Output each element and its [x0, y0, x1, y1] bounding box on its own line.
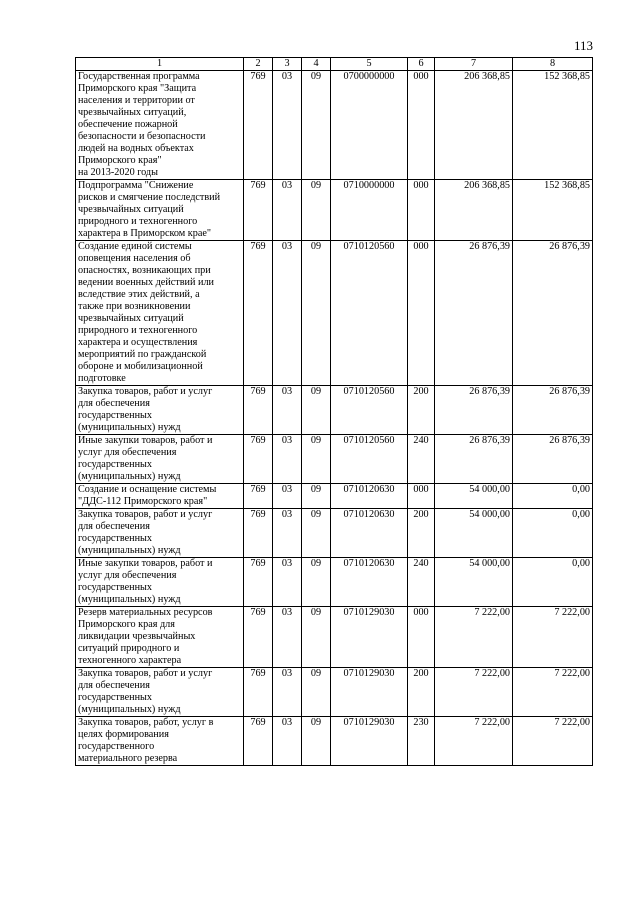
row-name-cell: Иные закупки товаров, работ и услуг для обеспечения государственных (муниципальных) нужд [76, 558, 244, 607]
code-cell-2: 769 [244, 71, 273, 180]
amount-cell-7: 7 222,00 [435, 717, 513, 766]
amount-cell-7: 26 876,39 [435, 241, 513, 386]
amount-cell-8: 26 876,39 [513, 435, 593, 484]
code-cell-5: 0710120630 [331, 484, 408, 509]
amount-cell-7: 26 876,39 [435, 386, 513, 435]
code-cell-3: 03 [273, 386, 302, 435]
amount-cell-8: 7 222,00 [513, 717, 593, 766]
code-cell-6: 000 [408, 241, 435, 386]
row-name-cell: Резерв материальных ресурсов Приморского края для ликвидации чрезвычайных ситуаций природного и техногенного характера [76, 607, 244, 668]
table-row [76, 717, 593, 766]
code-cell-4: 09 [302, 180, 331, 241]
code-cell-3: 03 [273, 71, 302, 180]
column-header: 1 [76, 58, 244, 71]
code-cell-2: 769 [244, 484, 273, 509]
code-cell-2: 769 [244, 386, 273, 435]
code-cell-3: 03 [273, 241, 302, 386]
code-cell-3: 03 [273, 607, 302, 668]
table-row [76, 558, 593, 607]
table-row [76, 180, 593, 241]
code-cell-2: 769 [244, 180, 273, 241]
amount-cell-7: 26 876,39 [435, 435, 513, 484]
amount-cell-8: 0,00 [513, 484, 593, 509]
code-cell-5: 0710129030 [331, 668, 408, 717]
column-header: 5 [331, 58, 408, 71]
code-cell-5: 0700000000 [331, 71, 408, 180]
budget-table [75, 57, 593, 766]
code-cell-3: 03 [273, 435, 302, 484]
amount-cell-8: 26 876,39 [513, 386, 593, 435]
table-row [76, 241, 593, 386]
table-row [76, 71, 593, 180]
row-name-cell: Закупка товаров, работ и услуг для обеспечения государственных (муниципальных) нужд [76, 386, 244, 435]
column-header: 3 [273, 58, 302, 71]
row-name-cell: Государственная программа Приморского края "Защита населения и территории от чрезвычайных ситуаций, обеспечение пожарной безопасности и безопасности людей на водных объектах Приморского края" на 2013-2020 годы [76, 71, 244, 180]
amount-cell-8: 152 368,85 [513, 180, 593, 241]
amount-cell-8: 0,00 [513, 558, 593, 607]
code-cell-3: 03 [273, 717, 302, 766]
amount-cell-7: 206 368,85 [435, 71, 513, 180]
code-cell-5: 0710120560 [331, 386, 408, 435]
code-cell-6: 230 [408, 717, 435, 766]
amount-cell-7: 7 222,00 [435, 668, 513, 717]
amount-cell-8: 0,00 [513, 509, 593, 558]
column-header: 4 [302, 58, 331, 71]
code-cell-6: 240 [408, 435, 435, 484]
row-name-cell: Иные закупки товаров, работ и услуг для обеспечения государственных (муниципальных) нужд [76, 435, 244, 484]
code-cell-6: 000 [408, 71, 435, 180]
row-name-cell: Создание единой системы оповещения населения об опасностях, возникающих при ведении военных действий или вследствие этих действий, а также при возникновении чрезвычайных ситуаций природного и техногенного характера и осуществления мероприятий по гражданской обороне и мобилизационной подготовке [76, 241, 244, 386]
code-cell-6: 000 [408, 607, 435, 668]
amount-cell-7: 7 222,00 [435, 607, 513, 668]
code-cell-6: 000 [408, 180, 435, 241]
code-cell-3: 03 [273, 180, 302, 241]
amount-cell-7: 54 000,00 [435, 558, 513, 607]
code-cell-2: 769 [244, 717, 273, 766]
code-cell-4: 09 [302, 717, 331, 766]
amount-cell-7: 206 368,85 [435, 180, 513, 241]
code-cell-6: 000 [408, 484, 435, 509]
table-row [76, 484, 593, 509]
row-name-cell: Создание и оснащение системы "ДДС-112 Приморского края" [76, 484, 244, 509]
amount-cell-7: 54 000,00 [435, 484, 513, 509]
code-cell-5: 0710120630 [331, 509, 408, 558]
code-cell-3: 03 [273, 509, 302, 558]
code-cell-2: 769 [244, 241, 273, 386]
row-name-cell: Закупка товаров, работ и услуг для обеспечения государственных (муниципальных) нужд [76, 668, 244, 717]
code-cell-3: 03 [273, 558, 302, 607]
code-cell-4: 09 [302, 607, 331, 668]
code-cell-2: 769 [244, 435, 273, 484]
code-cell-3: 03 [273, 668, 302, 717]
amount-cell-8: 152 368,85 [513, 71, 593, 180]
code-cell-2: 769 [244, 509, 273, 558]
amount-cell-8: 7 222,00 [513, 668, 593, 717]
table-row [76, 509, 593, 558]
code-cell-6: 200 [408, 668, 435, 717]
code-cell-5: 0710000000 [331, 180, 408, 241]
header-row [76, 58, 593, 71]
code-cell-6: 200 [408, 509, 435, 558]
table-row [76, 386, 593, 435]
code-cell-5: 0710129030 [331, 717, 408, 766]
code-cell-4: 09 [302, 71, 331, 180]
column-header: 7 [435, 58, 513, 71]
code-cell-2: 769 [244, 668, 273, 717]
code-cell-4: 09 [302, 435, 331, 484]
code-cell-5: 0710120630 [331, 558, 408, 607]
row-name-cell: Закупка товаров, работ и услуг для обеспечения государственных (муниципальных) нужд [76, 509, 244, 558]
code-cell-4: 09 [302, 386, 331, 435]
table-row [76, 607, 593, 668]
row-name-cell: Закупка товаров, работ, услуг в целях формирования государственного материального резерва [76, 717, 244, 766]
amount-cell-7: 54 000,00 [435, 509, 513, 558]
amount-cell-8: 7 222,00 [513, 607, 593, 668]
code-cell-4: 09 [302, 509, 331, 558]
amount-cell-8: 26 876,39 [513, 241, 593, 386]
code-cell-5: 0710120560 [331, 241, 408, 386]
code-cell-5: 0710120560 [331, 435, 408, 484]
table-row [76, 435, 593, 484]
code-cell-2: 769 [244, 607, 273, 668]
table-row [76, 668, 593, 717]
code-cell-3: 03 [273, 484, 302, 509]
code-cell-5: 0710129030 [331, 607, 408, 668]
code-cell-4: 09 [302, 558, 331, 607]
code-cell-4: 09 [302, 241, 331, 386]
column-header: 2 [244, 58, 273, 71]
page-number: 113 [573, 38, 593, 53]
column-header: 8 [513, 58, 593, 71]
column-header: 6 [408, 58, 435, 71]
row-name-cell: Подпрограмма "Снижение рисков и смягчение последствий чрезвычайных ситуаций природного и техногенного характера в Приморском крае" [76, 180, 244, 241]
code-cell-4: 09 [302, 484, 331, 509]
code-cell-6: 200 [408, 386, 435, 435]
code-cell-4: 09 [302, 668, 331, 717]
code-cell-6: 240 [408, 558, 435, 607]
code-cell-2: 769 [244, 558, 273, 607]
